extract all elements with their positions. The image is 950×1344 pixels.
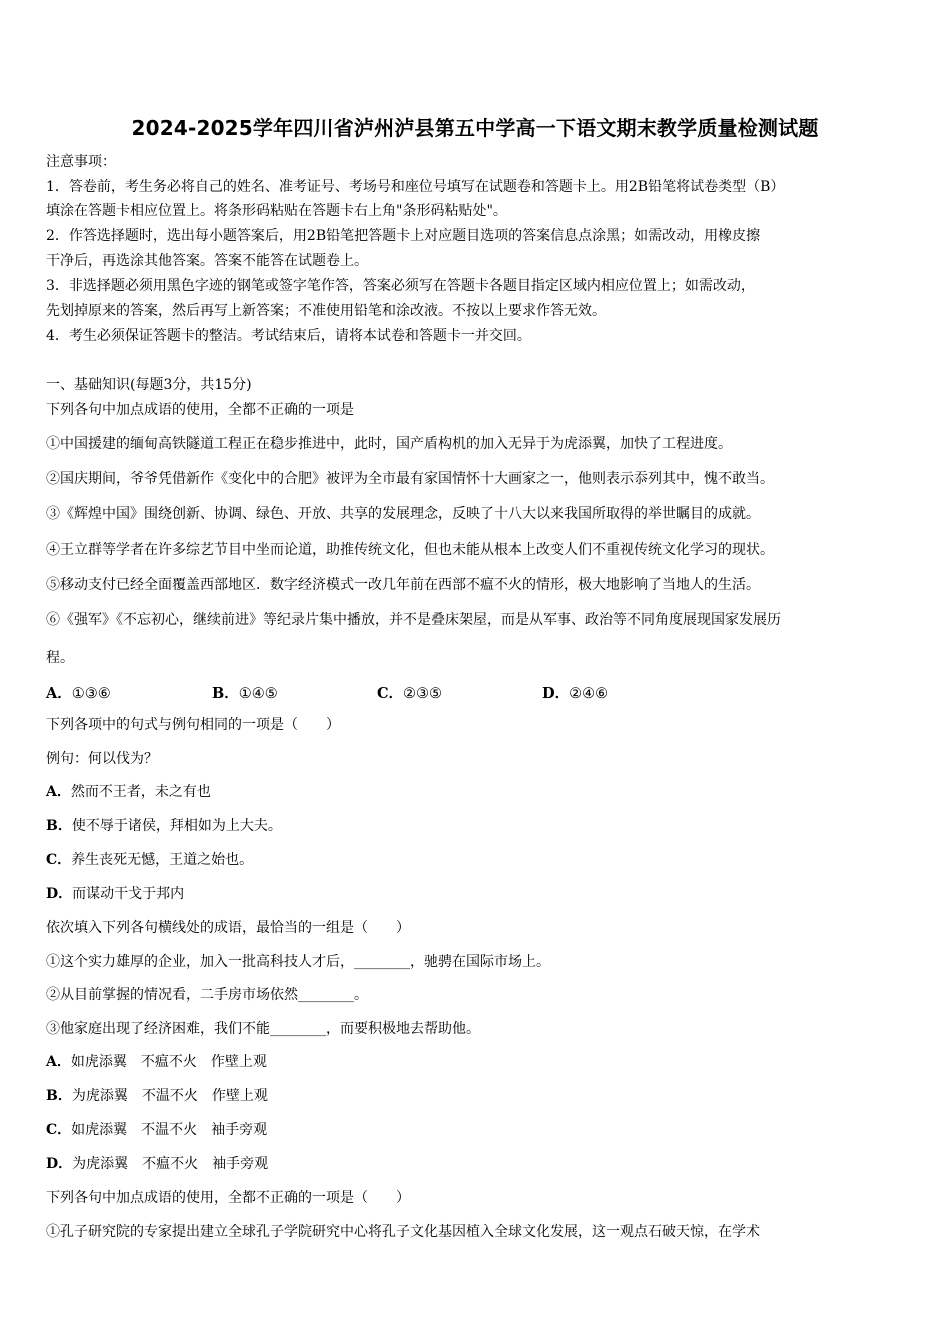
question-item: 程。 [46,650,74,666]
notice-line: 1．答卷前，考生务必将自己的姓名、准考证号、考场号和座位号填写在试题卷和答题卡上。用2B铅笔将试卷类型（B） [46,179,785,195]
question-stem: 下列各句中加点成语的使用，全都不正确的一项是 [46,402,354,418]
question-item: ①孔子研究院的专家提出建立全球孔子学院研究中心将孔子文化基因植入全球文化发展，这一观点石破天惊，在学术 [46,1224,760,1240]
notice-line: 先划掉原来的答案，然后再写上新答案；不准使用铅笔和涂改液。不按以上要求作答无效。 [46,303,606,319]
option-d: D．而谋动干戈于邦内 [46,886,185,902]
question-item: ⑥《强军》《不忘初心，继续前进》等纪录片集中播放，并不是叠床架屋，而是从军事、政治等不同角度展现国家发展历 [46,612,781,628]
notice-line: 4．考生必须保证答题卡的整洁。考试结束后，请将本试卷和答题卡一并交回。 [46,328,531,344]
question-stem: 下列各句中加点成语的使用，全都不正确的一项是（ ） [46,1190,410,1206]
notice-line: 3．非选择题必须用黑色字迹的钢笔或签字笔作答，答案必须写在答题卡各题目指定区域内相应位置上；如需改动， [46,278,755,294]
notice-heading: 注意事项： [46,154,116,170]
question-item: ④王立群等学者在许多综艺节目中坐而论道，助推传统文化，但也未能从根本上改变人们不重视传统文化学习的现状。 [46,542,774,558]
question-item: ③《辉煌中国》围绕创新、协调、绿色、开放、共享的发展理念，反映了十八大以来我国所取得的举世瞩目的成就。 [46,506,760,522]
section-heading: 一、基础知识(每题3分，共15分) [46,377,252,393]
option-d: D．为虎添翼 不瘟不火 袖手旁观 [46,1156,269,1172]
option-a: A．然而不王者，未之有也 [46,784,211,800]
option-a: A．如虎添翼 不瘟不火 作壁上观 [46,1054,267,1070]
example-sentence: 例句：何以伐为？ [46,751,158,767]
page-title: 2024-2025学年四川省泸州泸县第五中学高一下语文期末教学质量检测试题 [131,116,819,140]
option-d: D．②④⑥ [542,685,609,702]
option-a: A．①③⑥ [46,685,111,702]
notice-line: 2．作答选择题时，选出每小题答案后，用2B铅笔把答题卡上对应题目选项的答案信息点涂黑；如需改动，用橡皮擦 [46,228,761,244]
question-item: ②国庆期间，爷爷凭借新作《变化中的合肥》被评为全市最有家国情怀十大画家之一，他则表示忝列其中，愧不敢当。 [46,471,774,487]
question-stem: 下列各项中的句式与例句相同的一项是（ ） [46,717,340,733]
option-b: B．①④⑤ [212,685,278,702]
notice-line: 填涂在答题卡相应位置上。将条形码粘贴在答题卡右上角"条形码粘贴处"。 [46,203,507,219]
question-item: ⑤移动支付已经全面覆盖西部地区．数字经济模式一改几年前在西部不瘟不火的情形，极大地影响了当地人的生活。 [46,577,760,593]
notice-line: 干净后，再选涂其他答案。答案不能答在试题卷上。 [46,253,368,269]
question-item: ②从目前掌握的情况看，二手房市场依然________。 [46,987,368,1003]
question-item: ①中国援建的缅甸高铁隧道工程正在稳步推进中，此时，国产盾构机的加入无异于为虎添翼，加快了工程进度。 [46,436,732,452]
question-item: ③他家庭出现了经济困难，我们不能________，而要积极地去帮助他。 [46,1021,480,1037]
option-b: B．为虎添翼 不温不火 作壁上观 [46,1088,268,1104]
option-c: C．②③⑤ [377,685,443,702]
question-stem: 依次填入下列各句横线处的成语，最恰当的一组是（ ） [46,920,410,936]
option-b: B．使不辱于诸侯，拜相如为上大夫。 [46,818,282,834]
question-item: ①这个实力雄厚的企业，加入一批高科技人才后，________，驰骋在国际市场上。 [46,954,550,970]
option-c: C．养生丧死无憾，王道之始也。 [46,852,254,868]
option-c: C．如虎添翼 不温不火 袖手旁观 [46,1122,268,1138]
